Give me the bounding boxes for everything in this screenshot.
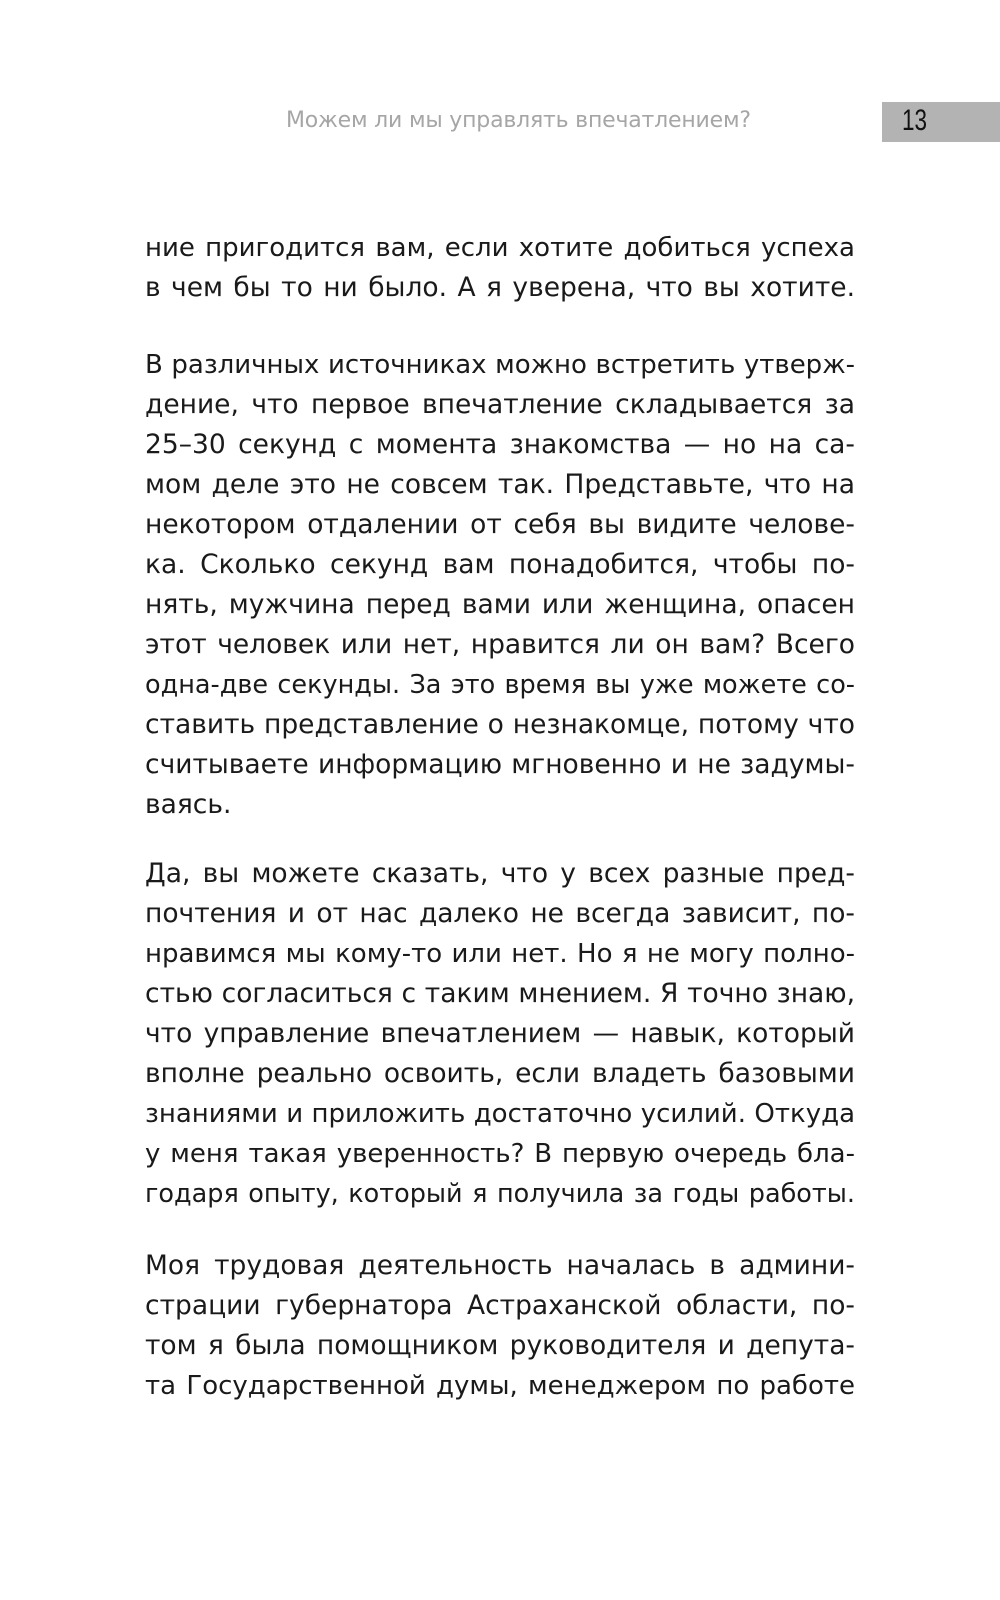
text-line: ние пригодится вам, если хотите добиться успеха [145,233,855,263]
text-line: Моя трудовая деятельность началась в админи- [145,1250,855,1281]
text-line: этот человек или нет, нравится ли он вам? Всего [145,629,855,660]
text-line: стью согласиться с таким мнением. Я точно знаю, [145,978,855,1009]
text-line: ваясь. [145,789,232,820]
text-line: что управление впечатлением — навык, который [145,1018,855,1049]
text-line: считываете информацию мгновенно и не задумы- [145,749,855,780]
paragraph-3 [145,854,855,1214]
text-line: том я была помощником руководителя и депута- [145,1330,855,1361]
paragraph-4 [145,1246,855,1406]
text-line: нять, мужчина перед вами или женщина, опасен [145,589,855,620]
text-line: мом деле это не совсем так. Представьте, что на [145,469,855,500]
text-line: в чем бы то ни было. А я уверена, что вы хотите. [145,272,855,303]
text-line: ка. Сколько секунд вам понадобится, чтобы по- [145,549,855,580]
text-line: та Государственной думы, менеджером по работе [145,1371,855,1401]
text-line: ставить представление о незнакомце, потому что [145,709,855,740]
running-header-title: Можем ли мы управлять впечатлением? [286,108,751,133]
text-line: вполне реально освоить, если владеть базовыми [145,1058,855,1089]
page-number: 13 [902,104,928,137]
text-line: у меня такая уверенность? В первую очередь бла- [145,1139,855,1169]
text-line: Да, вы можете сказать, что у всех разные пред- [145,858,855,889]
paragraph-1 [145,228,855,308]
paragraph-2 [145,345,855,825]
text-line: нравимся мы кому-то или нет. Но я не могу полно- [145,939,855,969]
text-line: одна-две секунды. За это время вы уже можете со- [145,670,855,700]
text-line: 25–30 секунд с момента знакомства — но на са- [145,429,855,460]
text-line: дение, что первое впечатление складывается за [145,389,855,420]
text-line: почтения и от нас далеко не всегда зависит, по- [145,898,855,929]
text-line: годаря опыту, который я получила за годы работы. [145,1179,855,1209]
page-number-tab [882,102,1000,142]
text-line: некотором отдалении от себя вы видите челове- [145,509,855,540]
text-line: страции губернатора Астраханской области, по- [145,1290,855,1321]
text-line: В различных источниках можно встретить утверж- [145,350,855,380]
text-line: знаниями и приложить достаточно усилий. Откуда [145,1099,855,1129]
